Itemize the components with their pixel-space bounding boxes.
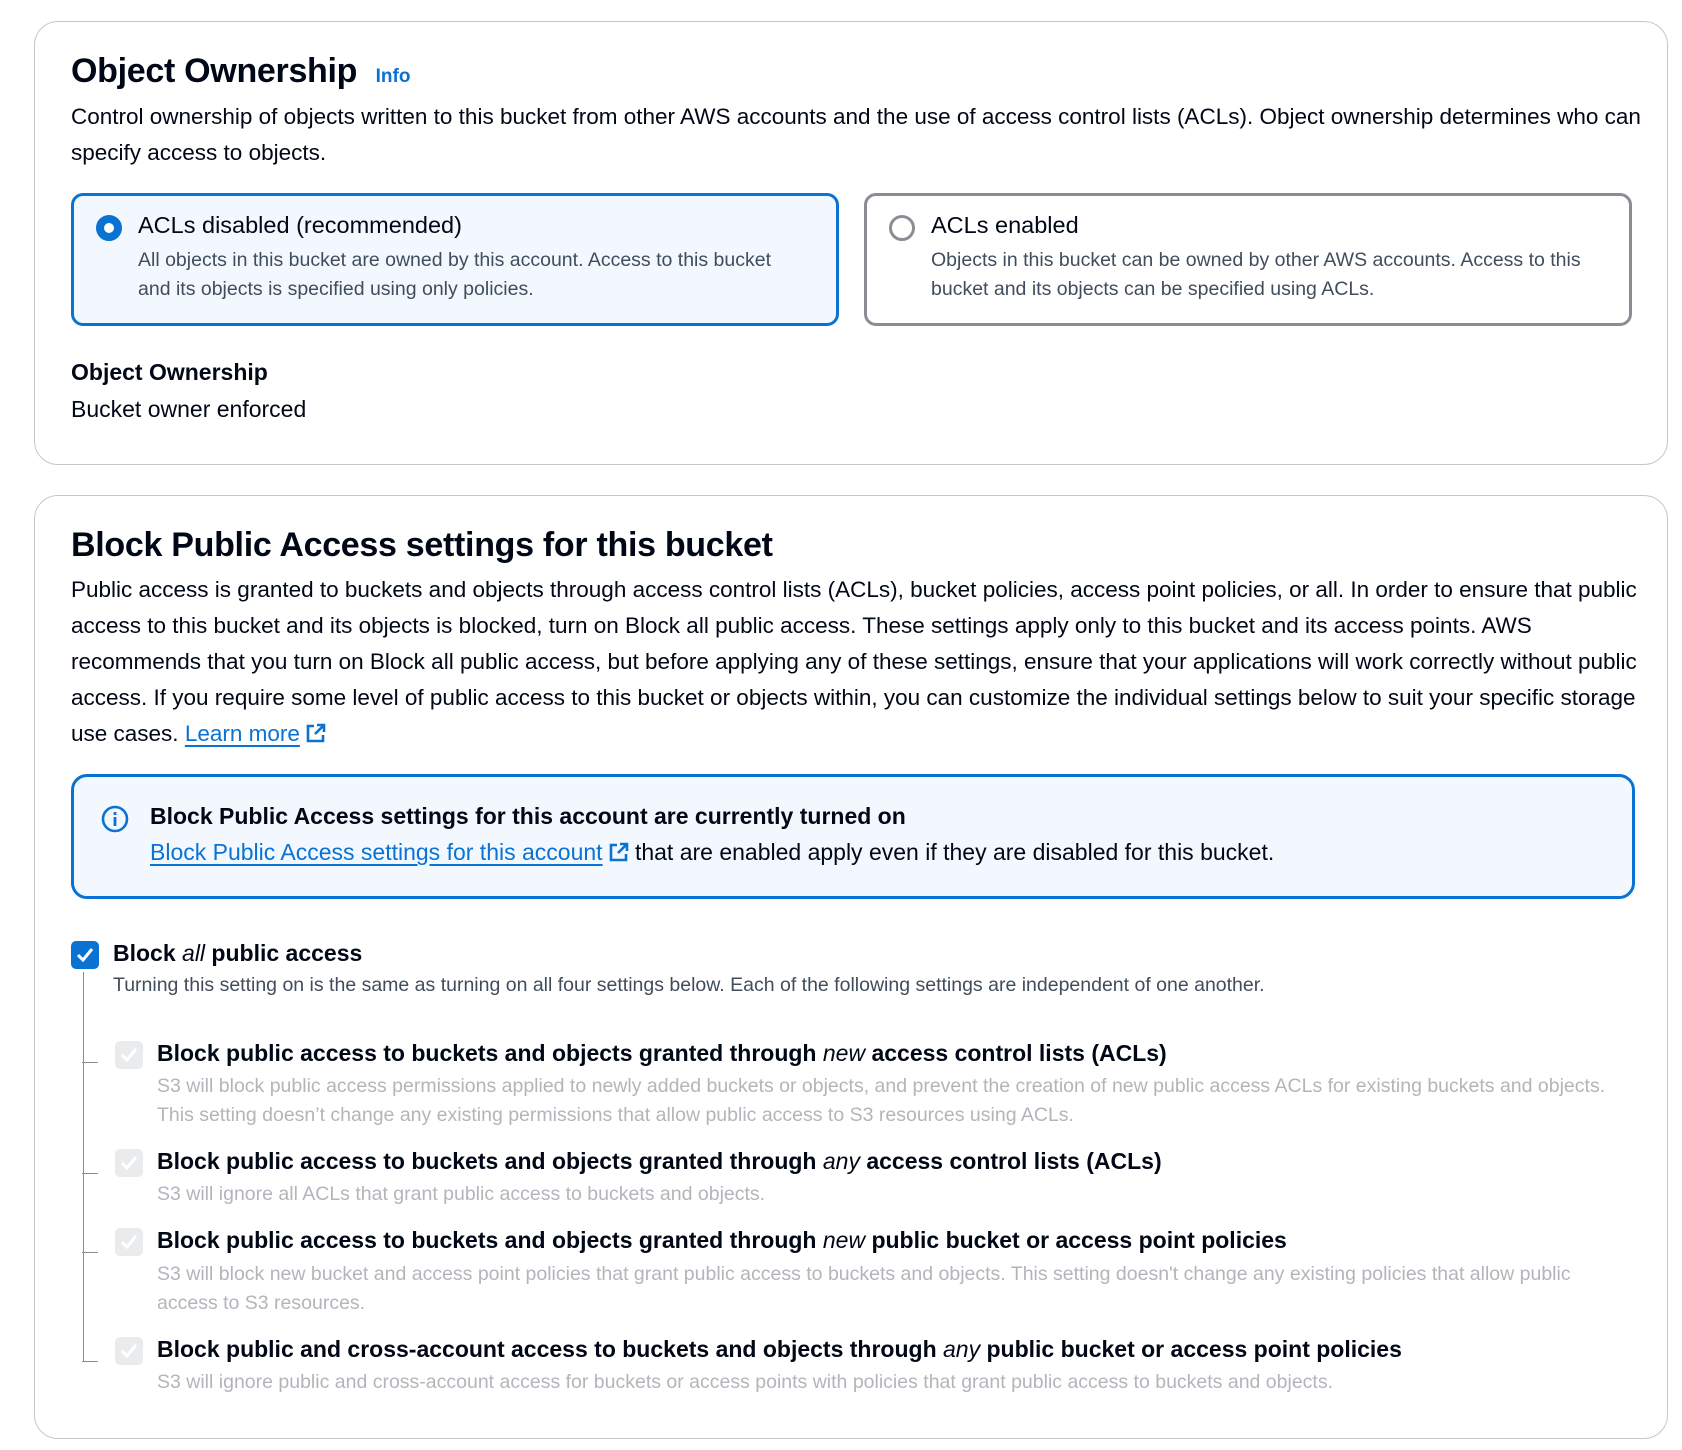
setting-checkbox-disabled[interactable] [115, 1149, 143, 1177]
setting-description: S3 will ignore all ACLs that grant public access to buckets and objects. [157, 1183, 766, 1205]
section-description: Control ownership of objects written to this bucket from other AWS accounts and the use of access control lists (ACLs). Object ownership determines who can specify access to objects. [71, 104, 1641, 165]
label-part: Block public and cross-account access to buckets and objects through [157, 1336, 944, 1362]
tree-branch [82, 1252, 98, 1253]
info-alert [71, 774, 1635, 899]
label-emphasis: new [822, 1227, 866, 1253]
info-icon [101, 805, 129, 833]
learn-more-label: Learn more [184, 721, 300, 746]
block-all-checkbox[interactable] [71, 941, 99, 969]
option-description: Objects in this bucket can be owned by other AWS accounts. Access to this bucket and its objects can be specified using ACLs. [931, 249, 1581, 300]
label-part: access control lists (ACLs) [859, 1148, 1162, 1174]
label-part: public access [205, 940, 363, 966]
alert-body [150, 839, 1274, 866]
checkmark-icon [75, 945, 95, 965]
object-ownership-card [34, 21, 1668, 465]
account-settings-link[interactable] [150, 839, 629, 865]
label-emphasis: any [822, 1148, 860, 1174]
label-part: Block public access to buckets and objects granted through [157, 1227, 823, 1253]
account-settings-link-label: Block Public Access settings for this account [150, 839, 603, 865]
info-link[interactable]: Info [375, 66, 411, 87]
alert-text: that are enabled apply even if they are disabled for this bucket. [634, 839, 1275, 865]
object-ownership-header [71, 52, 410, 91]
option-description: All objects in this bucket are owned by this account. Access to this bucket and its objects is specified using only policies. [138, 249, 771, 300]
option-label: ACLs disabled (recommended) [138, 212, 462, 238]
option-acls-disabled[interactable] [71, 193, 839, 326]
label-emphasis: all [182, 940, 206, 966]
label-part: Block public access to buckets and objects granted through [157, 1148, 823, 1174]
label-emphasis: any [943, 1336, 981, 1362]
description-text: Public access is granted to buckets and objects through access control lists (ACLs), bucket policies, access point policies, or all. In order to ensure that public access to this bucket and its objects is blocked, turn on Block all public access. These settings apply only to this bucket and its access points. AWS recommends that you turn on Block all public access, but before applying any of these settings, ensure that your applications will work correctly without public access. If you require some level of public access to this bucket or objects within, you can customize the individual settings below to suit your specific storage use cases. [71, 577, 1637, 746]
external-link-icon [609, 842, 629, 862]
checkmark-icon [119, 1045, 139, 1065]
setting-description: S3 will ignore public and cross-account access for buckets or access points with policies that grant public access to buckets and objects. [157, 1371, 1334, 1393]
option-label: ACLs enabled [931, 212, 1079, 238]
setting-checkbox-disabled[interactable] [115, 1228, 143, 1256]
section-title: Object Ownership [71, 52, 358, 90]
label-part: Block [113, 940, 183, 966]
tree-line [83, 972, 84, 1361]
setting-label [157, 1040, 1167, 1067]
setting-checkbox-disabled[interactable] [115, 1041, 143, 1069]
setting-description: S3 will block new bucket and access point policies that grant public access to buckets and objects. This setting doesn't change any existing policies that allow public access to S3 resources. [157, 1263, 1571, 1314]
external-link-icon [306, 723, 326, 743]
block-all-description: Turning this setting on is the same as turning on all four settings below. Each of the following settings are independent of one another. [113, 974, 1265, 996]
field-label: Object Ownership [71, 359, 268, 385]
section-description [71, 572, 1661, 752]
label-part: public bucket or access point policies [980, 1336, 1402, 1362]
setting-description: S3 will block public access permissions applied to newly added buckets or objects, and prevent the creation of new public access ACLs for existing buckets and objects. This setting doesn’t change any existing permissions that allow public access to S3 resources using ACLs. [157, 1075, 1606, 1126]
checkmark-icon [119, 1341, 139, 1361]
tree-branch [82, 1062, 98, 1063]
setting-label [157, 1227, 1287, 1254]
checkmark-icon [119, 1232, 139, 1252]
label-part: Block public access to buckets and objects granted through [157, 1040, 823, 1066]
label-part: public bucket or access point policies [865, 1227, 1287, 1253]
learn-more-link[interactable] [185, 721, 326, 746]
setting-label [157, 1336, 1402, 1363]
setting-checkbox-disabled[interactable] [115, 1337, 143, 1365]
alert-title: Block Public Access settings for this account are currently turned on [150, 803, 906, 829]
label-emphasis: new [822, 1040, 866, 1066]
block-public-access-card [34, 495, 1668, 1439]
section-title: Block Public Access settings for this bucket [71, 526, 773, 564]
setting-label [157, 1148, 1162, 1175]
radio-unselected-icon[interactable] [889, 215, 915, 241]
label-part: access control lists (ACLs) [865, 1040, 1167, 1066]
checkmark-icon [119, 1153, 139, 1173]
field-value: Bucket owner enforced [71, 396, 307, 422]
tree-branch [82, 1173, 98, 1174]
tree-branch [82, 1361, 98, 1362]
option-acls-enabled[interactable] [864, 193, 1632, 326]
radio-selected-icon[interactable] [96, 215, 122, 241]
block-all-label [113, 940, 362, 967]
